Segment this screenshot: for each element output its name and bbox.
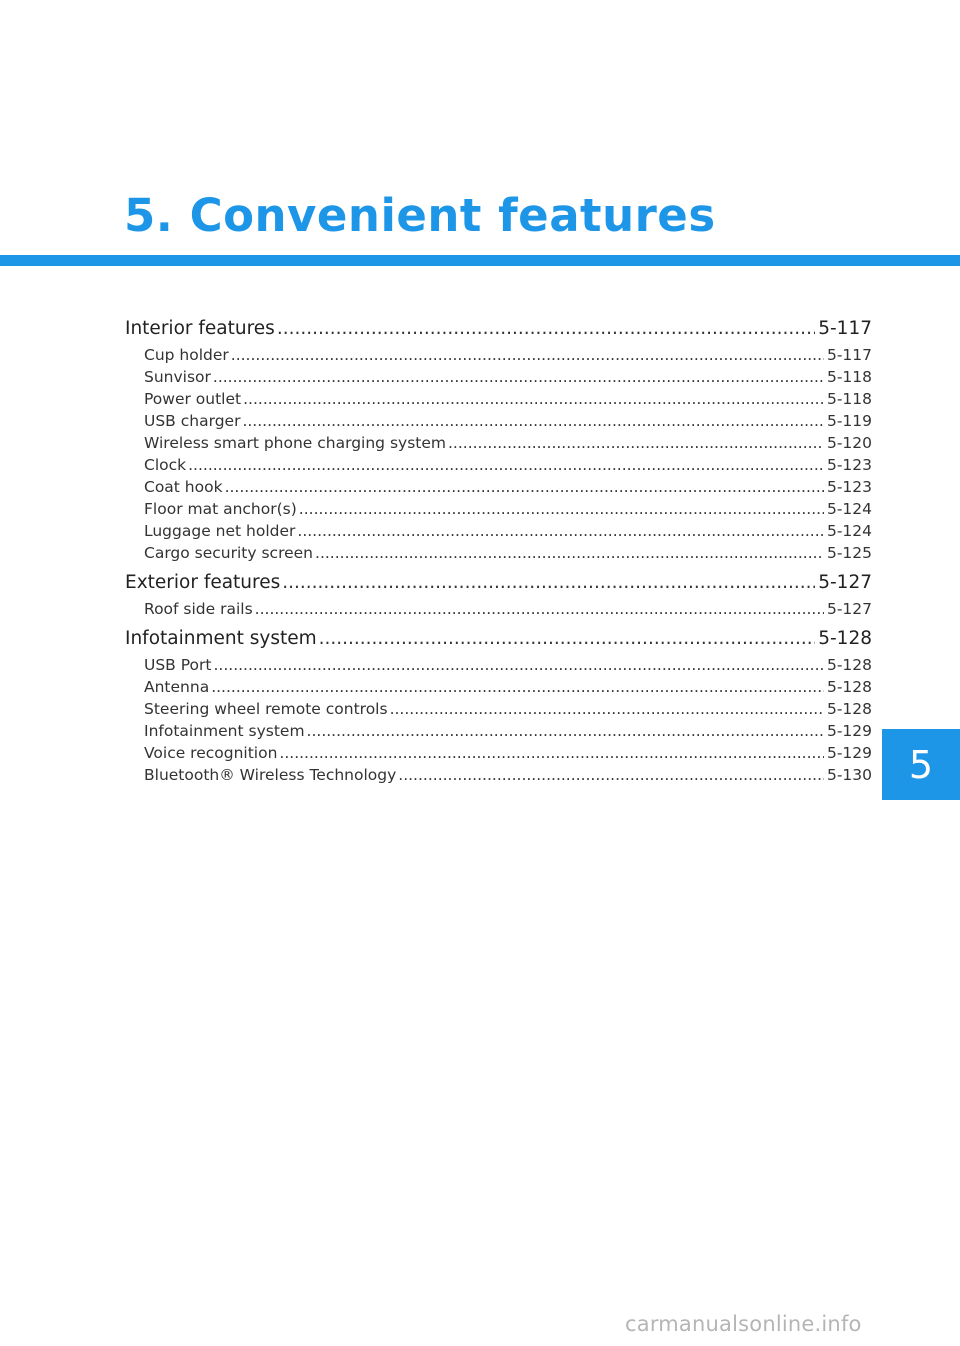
dot-leader xyxy=(398,764,824,786)
toc-section-title: Interior features xyxy=(125,318,275,339)
toc-item[interactable] xyxy=(125,432,872,454)
dot-leader xyxy=(243,388,824,410)
toc-section-page: 5-128 xyxy=(818,628,872,649)
chapter-title: 5. Convenient features xyxy=(124,189,716,242)
dot-leader xyxy=(213,366,824,388)
toc-item-label: Cup holder xyxy=(144,346,229,364)
toc-item-page: 5-124 xyxy=(826,522,872,540)
toc-item-label: Sunvisor xyxy=(144,368,211,386)
toc-item-page: 5-123 xyxy=(826,456,872,474)
toc-item-page: 5-128 xyxy=(826,678,872,696)
toc-item-label: Wireless smart phone charging system xyxy=(144,434,446,452)
toc-item-page: 5-117 xyxy=(826,346,872,364)
toc-item[interactable] xyxy=(125,344,872,366)
dot-leader xyxy=(448,432,824,454)
toc-item-label: Coat hook xyxy=(144,478,223,496)
toc-item-label: Infotainment system xyxy=(144,722,305,740)
toc-section-infotainment-system[interactable] xyxy=(125,624,872,654)
toc-item-label: Floor mat anchor(s) xyxy=(144,500,297,518)
toc-section-page: 5-127 xyxy=(818,572,872,593)
toc-item-label: Roof side rails xyxy=(144,600,253,618)
toc-item[interactable] xyxy=(125,410,872,432)
toc-item-page: 5-129 xyxy=(826,744,872,762)
dot-leader xyxy=(255,598,824,620)
dot-leader xyxy=(231,344,824,366)
toc-item[interactable] xyxy=(125,654,872,676)
toc-item[interactable] xyxy=(125,366,872,388)
dot-leader xyxy=(299,498,824,520)
toc-item[interactable] xyxy=(125,598,872,620)
toc-item[interactable] xyxy=(125,676,872,698)
toc-item-label: Cargo security screen xyxy=(144,544,314,562)
dot-leader xyxy=(390,698,824,720)
toc-item[interactable] xyxy=(125,764,872,786)
toc-item-label: Antenna xyxy=(144,678,210,696)
dot-leader xyxy=(277,314,815,344)
toc-item-label: Power outlet xyxy=(144,390,242,408)
table-of-contents xyxy=(125,314,872,786)
toc-item-page: 5-124 xyxy=(826,500,872,518)
toc-item-label: Steering wheel remote controls xyxy=(144,700,388,718)
dot-leader xyxy=(279,742,824,764)
toc-item[interactable] xyxy=(125,476,872,498)
dot-leader xyxy=(225,476,824,498)
toc-item-label: Bluetooth® Wireless Technology xyxy=(144,766,397,784)
toc-item-page: 5-130 xyxy=(826,766,872,784)
toc-item-page: 5-128 xyxy=(826,656,872,674)
toc-item-page: 5-119 xyxy=(826,412,872,430)
toc-item-page: 5-118 xyxy=(826,390,872,408)
chapter-tab[interactable] xyxy=(882,729,960,800)
toc-item[interactable] xyxy=(125,742,872,764)
toc-item-label: Luggage net holder xyxy=(144,522,296,540)
toc-item[interactable] xyxy=(125,542,872,564)
toc-section-title: Exterior features xyxy=(125,572,281,593)
dot-leader xyxy=(188,454,824,476)
toc-item[interactable] xyxy=(125,498,872,520)
dot-leader xyxy=(211,676,824,698)
toc-item-page: 5-123 xyxy=(826,478,872,496)
toc-section-title: Infotainment system xyxy=(125,628,317,649)
toc-item[interactable] xyxy=(125,520,872,542)
toc-section-page: 5-117 xyxy=(818,318,872,339)
toc-section-exterior-features[interactable] xyxy=(125,568,872,598)
toc-item[interactable] xyxy=(125,454,872,476)
toc-item-page: 5-125 xyxy=(826,544,872,562)
toc-item-label: USB charger xyxy=(144,412,241,430)
dot-leader xyxy=(315,542,824,564)
toc-item[interactable] xyxy=(125,388,872,410)
dot-leader xyxy=(319,624,816,654)
toc-item[interactable] xyxy=(125,698,872,720)
toc-item-label: USB Port xyxy=(144,656,212,674)
toc-section-interior-features[interactable] xyxy=(125,314,872,344)
dot-leader xyxy=(282,568,815,598)
dot-leader xyxy=(307,720,824,742)
toc-item-page: 5-129 xyxy=(826,722,872,740)
title-divider-bar xyxy=(0,255,960,266)
toc-item-label: Clock xyxy=(144,456,187,474)
toc-item[interactable] xyxy=(125,720,872,742)
toc-item-page: 5-120 xyxy=(826,434,872,452)
dot-leader xyxy=(213,654,823,676)
dot-leader xyxy=(297,520,824,542)
toc-item-page: 5-127 xyxy=(826,600,872,618)
toc-item-label: Voice recognition xyxy=(144,744,278,762)
watermark: carmanualsonline.info xyxy=(625,1312,862,1336)
toc-item-page: 5-118 xyxy=(826,368,872,386)
toc-item-page: 5-128 xyxy=(826,700,872,718)
dot-leader xyxy=(242,410,824,432)
chapter-tab-number: 5 xyxy=(908,742,934,787)
